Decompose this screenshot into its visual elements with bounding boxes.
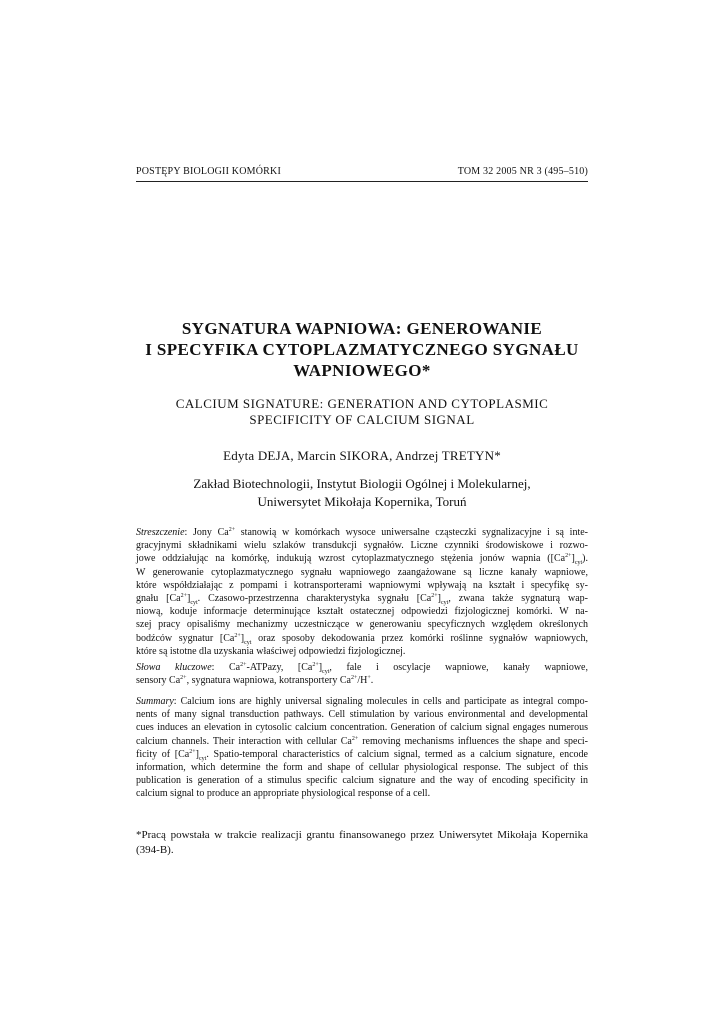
header-rule (136, 181, 588, 182)
text-line: calcium signal to produce an appropriate physiological response of a cell. (136, 788, 431, 800)
text-line: gnału $[Ca^{2+}]_{cyt}$. Czasowo-przestrzenna charakterystyka sygnału $[Ca^{2+}]_{cyt}$, zwana także sygnaturą wap- (136, 592, 589, 606)
keywords-label: Słowa kluczowe (136, 662, 212, 673)
title-line: WAPNIOWEGO* (293, 361, 431, 380)
footnote (136, 828, 588, 858)
affiliation-line: Uniwersytet Mikołaja Kopernika, Toruń (257, 494, 467, 509)
english-title (100, 396, 624, 428)
footnote-line: *Pracą powstała w trakcie realizacji grantu finansowanego przez Uniwersytet Mikołaja Kopernika (136, 829, 588, 841)
summary-label: Summary (136, 696, 174, 707)
text-line: Streszczenie: Jony $Ca^{2+}$ stanowią w komórkach wysoce uniwersalne cząsteczki sygnalizacyjne i są inte- (136, 527, 588, 538)
affiliation (100, 475, 624, 511)
text-line: które są istotne dla uzyskania właściwej odpowiedzi fizjologicznej. (136, 645, 406, 657)
text-line: Słowa kluczowe: $Ca^{2+}$-ATPazy, $[Ca^{2+}]_{cyt}$, fale i oscylacje wapniowe, kanały wapniowe, (136, 662, 588, 675)
text-line: information, which determine the form and shape of cellular physiological response. The subject of this (136, 761, 588, 773)
authors: Edyta DEJA, Marcin SIKORA, Andrzej TRETYN* (223, 448, 501, 463)
abstract-label: Streszczenie (136, 527, 185, 538)
subtitle-line: CALCIUM SIGNATURE: GENERATION AND CYTOPLASMIC (175, 396, 549, 411)
text-line: Summary: Calcium ions are highly universal signaling molecules in cells and participate as integral compo- (136, 696, 588, 707)
text-line: calcium channels. Their interaction with cellular $Ca^{2+}$ removing mechanisms influences the shape and speci- (136, 735, 588, 747)
text-line: niową, koduje informacje determinujące kształt ostatecznej odpowiedzi fizjologicznej komórki. W na- (136, 606, 588, 618)
text-line: cues induces an elevation in cytosolic calcium concentration. Generation of calcium signal engages numerous (136, 722, 588, 734)
text-line: szej pracy opisaliśmy mechanizmy uczestniczące w generowaniu specyficznych względem określonych (136, 619, 588, 631)
title-line: SYGNATURA WAPNIOWA: GENEROWANIE (181, 319, 543, 338)
subtitle-line: SPECIFICITY OF CALCIUM SIGNAL (249, 412, 475, 427)
text-line: ficity of $[Ca^{2+}]_{cyt}$. Spatio-temporal characteristics of calcium signal, termed as a calcium signature, encode (136, 748, 589, 762)
text-line: jowe oddziałując na komórkę, indukują wzrost cytoplazmatycznego stężenia jonów wapnia $([Ca^{2+}]_{cyt})$. (136, 553, 588, 567)
affiliation-line: Zakład Biotechnologii, Instytut Biologii Ogólnej i Molekularnej, (193, 476, 531, 491)
text-line: które współdziałając z pompami i kotransporterami wapniowymi wpływają na kształt i specyfikę sy- (136, 579, 588, 591)
volume-info: TOM 32 2005 NR 3 (495–510) (457, 166, 588, 177)
text-line: nents of many signal transduction pathways. Cell stimulation by various environmental and developmental (136, 709, 588, 721)
title-line: I SPECYFIKA CYTOPLAZMATYCZNEGO SYGNAŁU (145, 340, 579, 359)
footnote-line: (394-B). (136, 844, 174, 856)
keywords (136, 661, 588, 687)
text-line: gracyjnymi składnikami wielu szlaków transdukcji sygnałów. Liczne czynniki środowiskowe i rozwo- (136, 540, 588, 552)
text-line: W generowanie cytoplazmatycznego sygnału wapniowego zaangażowane są liczne kanały wapniowe, (136, 566, 588, 578)
article-title (100, 318, 624, 381)
summary (136, 695, 588, 801)
text-line: bodźców sygnatur $[Ca^{2+}]_{cyt}$ oraz sposoby dekodowania przez komórki roślinne sygnałów wapniowych, (136, 632, 588, 646)
streszczenie (136, 526, 588, 658)
journal-name: POSTĘPY BIOLOGII KOMÓRKI (136, 166, 281, 177)
text-line: publication is generation of a stimulus specific calcium signature and the way of encoding specificity in (136, 775, 588, 787)
text-line: sensory $Ca^{2+}$, sygnatura wapniowa, kotransportery $Ca^{2+}/H^+$. (136, 675, 374, 687)
